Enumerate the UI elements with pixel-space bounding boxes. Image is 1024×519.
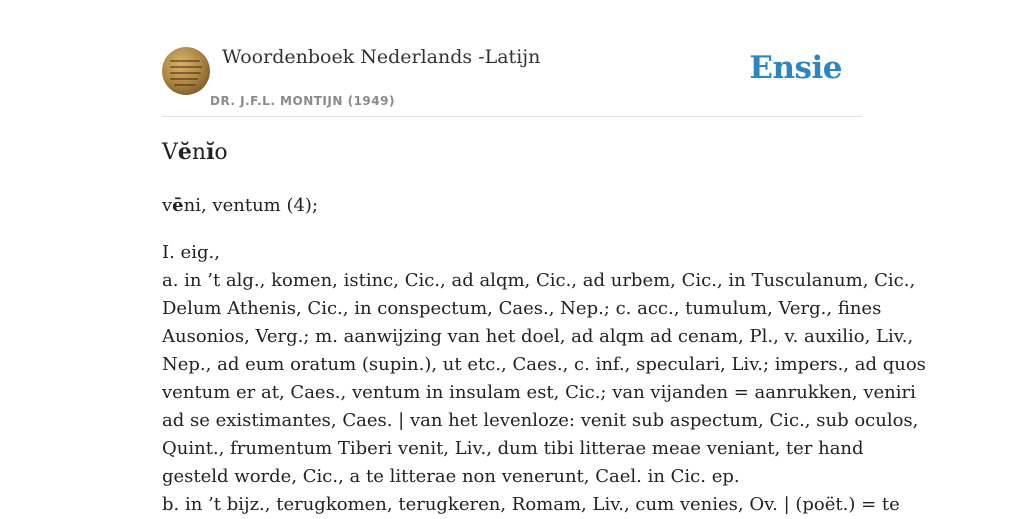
entry-lemma: Vĕnĭo — [162, 139, 228, 165]
definition-line: Nep., ad eum oratum (supin.), ut etc., Caes., c. inf., speculari, Liv.; impers., ad quos — [162, 354, 926, 375]
definition-line: a. in ’t alg., komen, istinc, Cic., ad alqm, Cic., ad urbem, Cic., in Tusculanum, Cic., — [162, 270, 916, 291]
definition-line: ventum er at, Caes., ventum in insulam est, Cic.; van vijanden = aanrukken, veniri — [162, 382, 916, 403]
definition-line: Quint., frumentum Tiberi venit, Liv., dum tibi litterae meae veniant, ter hand — [162, 438, 864, 459]
definition-line: gesteld worde, Cic., a te litterae non venerunt, Cael. in Cic. ep. — [162, 466, 740, 487]
definition-line: b. in ’t bijz., terugkomen, terugkeren, Romam, Liv., cum venies, Ov. | (poët.) = te — [162, 494, 900, 515]
definition-line: I. eig., — [162, 242, 220, 263]
brand-logo[interactable]: Ensie — [749, 50, 842, 86]
source-logo-coin[interactable] — [162, 47, 210, 95]
definition-line: Ausonios, Verg.; m. aanwijzing van het doel, ad alqm ad cenam, Pl., v. auxilio, Liv., — [162, 326, 914, 347]
entry-forms: vēni, ventum (4); — [162, 195, 319, 216]
source-title[interactable]: Woordenboek Nederlands -Latijn — [222, 46, 541, 68]
definition-line: Delum Athenis, Cic., in conspectum, Caes., Nep.; c. acc., tumulum, Verg., fines — [162, 298, 882, 319]
source-header — [162, 0, 862, 117]
entry-definition — [162, 239, 926, 519]
definition-line: ad se existimantes, Caes. | van het levenloze: venit sub aspectum, Cic., sub oculos, — [162, 410, 919, 431]
source-author: DR. J.F.L. MONTIJN (1949) — [210, 94, 395, 108]
entry-page — [162, 0, 926, 515]
